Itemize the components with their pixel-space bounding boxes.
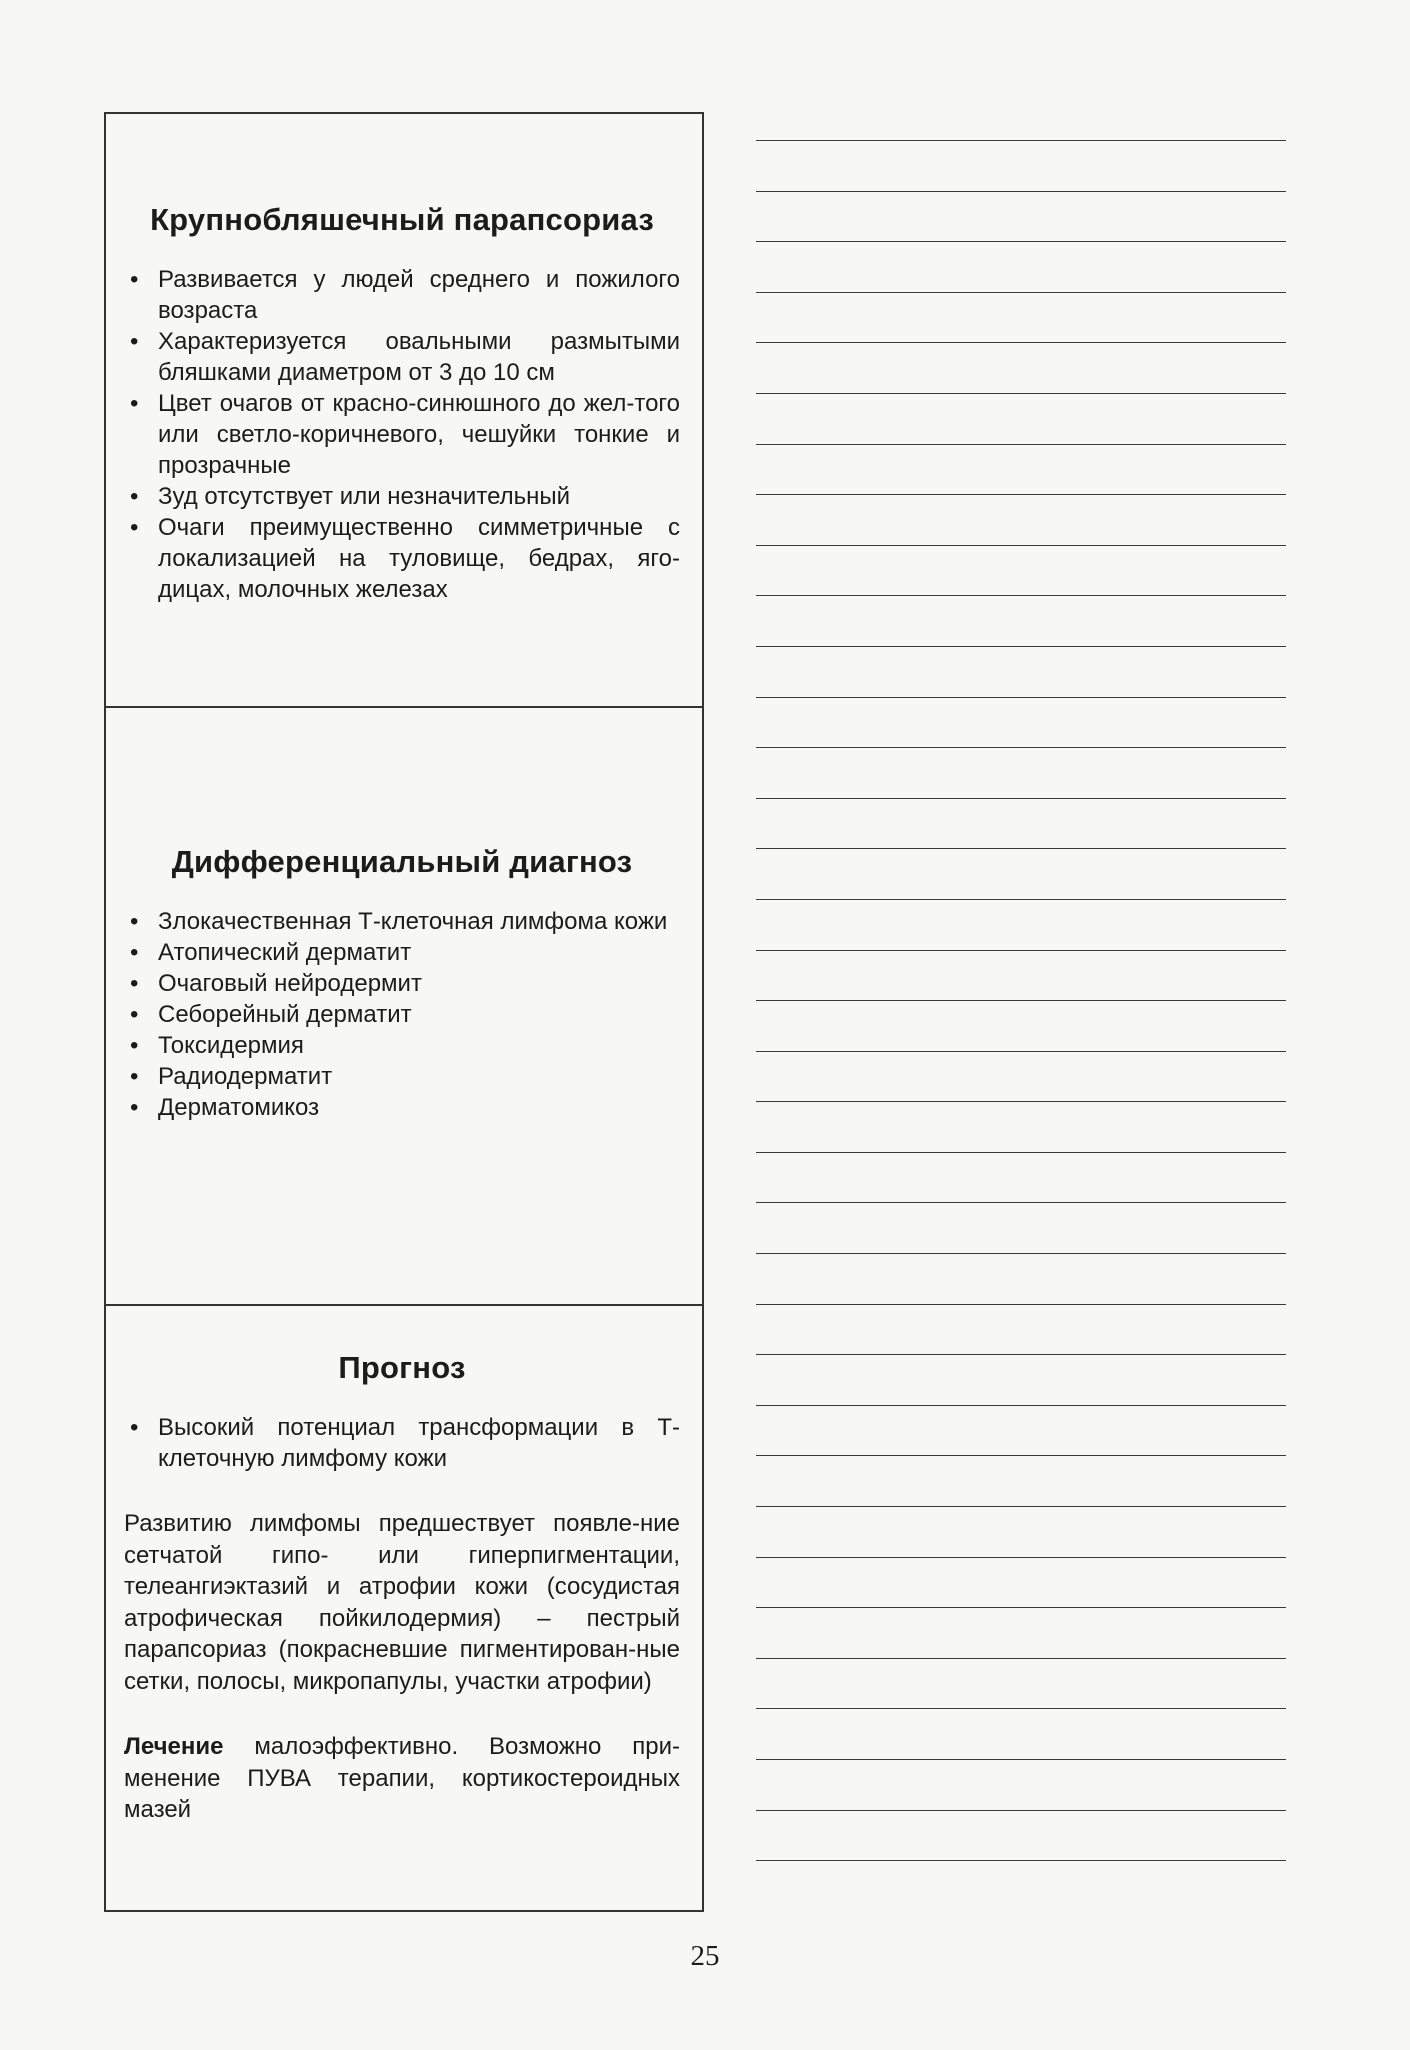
note-line <box>756 798 1286 799</box>
note-line <box>756 1051 1286 1052</box>
note-line <box>756 848 1286 849</box>
note-line <box>756 1708 1286 1709</box>
list-item: • Цвет очагов от красно-синюшного до жел-того или светло-коричневого, чешуйки тонкие и прозрачные <box>124 388 680 481</box>
note-line <box>756 140 1286 141</box>
note-line <box>756 545 1286 546</box>
list-item: • Злокачественная Т-клеточная лимфома кожи <box>124 906 680 937</box>
list-item: • Развивается у людей среднего и пожилого возраста <box>124 264 680 326</box>
note-line <box>756 747 1286 748</box>
note-line <box>756 595 1286 596</box>
page-number: 25 <box>690 1940 720 1972</box>
slide-prognosis <box>106 1306 702 1910</box>
note-line <box>756 1455 1286 1456</box>
list-item: • Атопический дерматит <box>124 937 680 968</box>
note-line <box>756 1506 1286 1507</box>
note-line <box>756 393 1286 394</box>
note-line <box>756 494 1286 495</box>
note-line <box>756 1304 1286 1305</box>
note-line <box>756 1557 1286 1558</box>
bullet-list <box>124 906 680 1123</box>
list-item: • Очаги преимущественно симметричные с локализацией на туловище, бедрах, яго-дицах, молочных железах <box>124 512 680 605</box>
list-item: • Токсидермия <box>124 1030 680 1061</box>
slide-title: Крупнобляшечный парапсориаз <box>150 202 654 237</box>
note-line <box>756 444 1286 445</box>
slide-title: Прогноз <box>338 1350 466 1385</box>
note-line <box>756 1101 1286 1102</box>
slide-large-plaque-parapsoriasis <box>106 114 702 708</box>
slide-title: Дифференциальный диагноз <box>171 844 633 879</box>
note-line <box>756 292 1286 293</box>
note-line <box>756 1253 1286 1254</box>
list-item: • Очаговый нейродермит <box>124 968 680 999</box>
treatment-label: Лечение <box>124 1733 224 1760</box>
list-item: • Радиодерматит <box>124 1061 680 1092</box>
note-line <box>756 1759 1286 1760</box>
treatment-text: малоэффективно. Возможно при-менение ПУВА терапии, кортикостероидных мазей <box>124 1733 680 1823</box>
note-line <box>756 191 1286 192</box>
list-item: • Дерматомикоз <box>124 1092 680 1123</box>
bullet-list <box>124 1412 680 1474</box>
list-item: • Зуд отсутствует или незначительный <box>124 481 680 512</box>
note-line <box>756 697 1286 698</box>
treatment-paragraph <box>124 1731 680 1826</box>
note-line <box>756 241 1286 242</box>
note-line <box>756 1000 1286 1001</box>
note-line <box>756 1607 1286 1608</box>
note-line <box>756 1658 1286 1659</box>
note-line <box>756 1810 1286 1811</box>
note-line <box>756 899 1286 900</box>
list-item: • Высокий потенциал трансформации в Т-клеточную лимфому кожи <box>124 1412 680 1474</box>
note-line <box>756 1860 1286 1861</box>
note-line <box>756 1202 1286 1203</box>
prognosis-paragraph: Развитию лимфомы предшествует появле-ние сетчатой гипо- или гиперпигментации, телеангиэктазий и атрофии кожи (сосудистая атрофическая пойкилодермия) – пестрый парапсориаз (покрасневшие пигментирован-ные сетки, полосы, микропапулы, участки атрофии) <box>124 1510 680 1695</box>
note-line <box>756 646 1286 647</box>
list-item: • Себорейный дерматит <box>124 999 680 1030</box>
note-line <box>756 342 1286 343</box>
note-line <box>756 1405 1286 1406</box>
slide-differential-diagnosis <box>106 708 702 1306</box>
slides-column <box>104 112 704 1912</box>
note-line <box>756 1354 1286 1355</box>
note-line <box>756 1152 1286 1153</box>
notes-column <box>756 140 1286 1911</box>
list-item: • Характеризуется овальными размытыми бляшками диаметром от 3 до 10 см <box>124 326 680 388</box>
bullet-list <box>124 264 680 605</box>
note-line <box>756 950 1286 951</box>
